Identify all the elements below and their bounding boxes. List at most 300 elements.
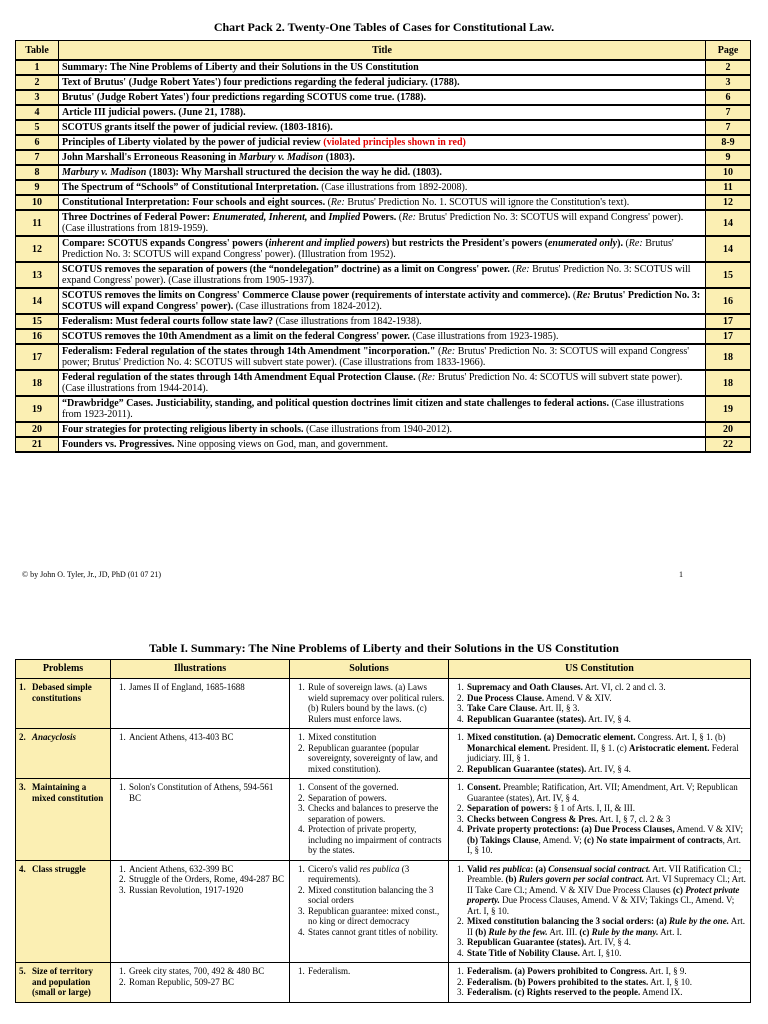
text-run: Article III judicial powers. (June 21, 1788). — [62, 107, 246, 118]
table-number: 3 — [16, 90, 59, 105]
table-page: 14 — [706, 236, 751, 262]
table-title — [59, 210, 706, 236]
constitution-item — [466, 703, 747, 714]
text-run: Art. I, § 9. — [647, 966, 687, 976]
constitution-cell — [449, 729, 751, 779]
text-run: Amend. V & XIV. — [544, 692, 612, 703]
text-run: and — [307, 212, 329, 223]
text-run: (b) — [475, 926, 489, 937]
col-header-page: Page — [706, 41, 751, 61]
table-row — [16, 262, 751, 288]
table-title — [59, 195, 706, 210]
text-run: Re: — [402, 212, 416, 223]
text-run: ) but restricts the President's powers ( — [386, 238, 548, 249]
text-run: Federalism. (c) Rights reserved to the people. — [467, 987, 641, 997]
table-page: 10 — [706, 165, 751, 180]
text-run: res publica — [359, 863, 400, 874]
text-run: (Case illustrations from 1923-1985). — [409, 331, 559, 342]
table-title — [59, 165, 706, 180]
col-header-illustrations: Illustrations — [111, 660, 290, 679]
text-run: Checks and balances to preserve the separation of powers. — [308, 803, 439, 824]
text-run: Republican guarantee: mixed const., no king or direct democracy — [308, 905, 440, 926]
illustration-item — [128, 874, 286, 885]
text-run: Ancient Athens, 632-399 BC — [129, 863, 234, 874]
solution-list — [293, 682, 445, 724]
text-run: ( — [622, 238, 629, 249]
text-run: (b) — [505, 874, 519, 884]
text-run: Private property protections: (a) Due Process Clauses, — [467, 824, 675, 834]
text-run: inherent and implied powers — [268, 238, 387, 249]
text-run: ( — [396, 212, 403, 223]
illustration-item — [128, 682, 286, 693]
constitution-list — [452, 782, 747, 856]
col-header-table: Table — [16, 41, 59, 61]
table-number: 7 — [16, 150, 59, 165]
text-run: (Case illustrations from 1923-2011). — [62, 398, 684, 420]
problem-label — [32, 864, 86, 875]
table-page: 8-9 — [706, 135, 751, 150]
text-run: Take Care Clause. — [467, 703, 538, 713]
table-row — [16, 370, 751, 396]
constitution-list — [452, 682, 747, 724]
text-run: Federal judiciary. III, § 1. — [467, 742, 739, 763]
constitution-item — [466, 864, 747, 917]
constitution-cell — [449, 860, 751, 963]
text-run: Monarchical element. — [467, 742, 551, 753]
table-title — [59, 370, 706, 396]
text-run: Enumerated, Inherent, — [212, 212, 308, 223]
illustration-item — [128, 864, 286, 875]
text-run: (Case illustrations from 1842-1938). — [273, 316, 422, 327]
table-row — [16, 180, 751, 195]
text-run: Re: — [515, 264, 530, 275]
text-run: Text of Brutus' (Judge Robert Yates') four predictions regarding the federal judiciary. (1788). — [62, 77, 460, 88]
text-run: Federalism. (b) Powers prohibited to the states. — [467, 976, 649, 987]
text-run: Three Doctrines of Federal Power: — [62, 212, 213, 223]
text-run: Art. IV, § 4. — [586, 937, 631, 947]
text-run: Class struggle — [32, 863, 86, 874]
text-run: Solon's Constitution of Athens, 594-561 BC — [129, 782, 274, 803]
solution-list — [293, 732, 445, 774]
text-run: Greek city states, 700, 492 & 480 BC — [129, 966, 265, 976]
table-page: 9 — [706, 150, 751, 165]
text-run: Consent of the governed. — [308, 782, 399, 792]
text-run: States cannot grant titles of nobility. — [308, 926, 438, 937]
table-page: 17 — [706, 314, 751, 329]
constitution-item — [466, 948, 747, 959]
table-page: 17 — [706, 329, 751, 344]
text-run: Re: — [628, 238, 643, 249]
text-run: Constitutional Interpretation: Four schools and eight sources. — [62, 197, 326, 208]
illustrations-cell — [111, 963, 290, 1003]
text-run: James II of England, 1685-1688 — [129, 682, 245, 692]
constitution-item — [466, 803, 747, 814]
illustrations-cell — [111, 779, 290, 861]
page-number: 1 — [679, 570, 683, 579]
table-title — [59, 90, 706, 105]
constitution-item — [466, 693, 747, 704]
text-run: Consensual social contract. — [548, 863, 651, 874]
solution-item — [307, 682, 445, 724]
text-run: Maintaining a mixed constitution — [32, 782, 104, 803]
constitution-cell — [449, 963, 751, 1003]
text-run: Re: — [576, 290, 591, 301]
text-run: Mixed constitution balancing the 3 social orders: (a) — [467, 916, 669, 926]
constitution-item — [466, 824, 747, 856]
problem-cell — [16, 729, 111, 779]
text-run: Due Process Clause. — [467, 692, 545, 703]
text-run: Four strategies for protecting religious liberty in schools. — [62, 424, 304, 435]
text-run: (c) No state impairment of contracts — [583, 834, 723, 845]
text-run: Checks between Congress & Pres. — [467, 813, 598, 824]
text-run: ( — [415, 372, 422, 383]
text-run: Art. VI Supremacy Cl.; Art. II Take Care Cl.; Amend. V & XIV Due Process Clauses — [467, 874, 746, 895]
table-row — [16, 105, 751, 120]
table-row — [16, 422, 751, 437]
text-run: Congress. Art. I, § 1. (b) — [635, 732, 726, 742]
text-run: ( — [570, 290, 577, 301]
constitution-item — [466, 977, 747, 988]
constitution-item — [466, 732, 747, 764]
table-number: 13 — [16, 262, 59, 288]
text-run: Art. II, § 3. — [537, 703, 580, 713]
table-page: 14 — [706, 210, 751, 236]
text-run: SCOTUS grants itself the power of judicial review. (1803-1816). — [62, 122, 333, 133]
table-number: 14 — [16, 288, 59, 314]
text-run: Rule by the one. — [669, 916, 729, 926]
text-run: Brutus' Prediction No. 3: SCOTUS will expand Congress' power). (Case illustrations from 1819-1959). — [62, 212, 684, 234]
text-run: Republican guarantee (popular sovereignty, sovereignty of law, and mixed constitution). — [308, 742, 438, 774]
text-run: Federalism. (a) Powers prohibited to Congress. — [467, 966, 648, 976]
table-row — [16, 60, 751, 75]
text-run: (c) — [672, 884, 686, 895]
text-run: Powers. — [360, 212, 397, 223]
text-run: Federalism: Federal regulation of the states through 14th Amendment "incorporation." — [62, 346, 436, 357]
table-number: 20 — [16, 422, 59, 437]
text-run: Art. II — [467, 916, 746, 937]
text-run: Art. I. — [658, 926, 682, 937]
text-run: SCOTUS removes the 10th Amendment as a limit on the federal Congress' power. — [62, 331, 410, 342]
text-run: SCOTUS removes the limits on Congress' Commerce Clause power (requirements of interstate activity and commerce). — [62, 290, 571, 301]
chart-pack-title: Chart Pack 2. Twenty-One Tables of Cases for Constitutional Law. — [213, 20, 555, 34]
text-run: Roman Republic, 509-27 BC — [129, 976, 234, 987]
text-run: Art. IV, § 4. — [586, 763, 631, 774]
table-row — [16, 165, 751, 180]
table-title — [59, 329, 706, 344]
problem-number: 2. — [19, 732, 26, 742]
illustrations-cell — [111, 729, 290, 779]
illustration-item — [128, 885, 286, 896]
text-run: (Case illustrations from 1940-2012). — [303, 424, 453, 435]
text-run: res publica — [489, 863, 531, 874]
table-row — [16, 344, 751, 370]
table-page: 16 — [706, 288, 751, 314]
solutions-cell — [290, 963, 449, 1003]
table-row — [16, 236, 751, 262]
text-run: Preamble; Ratification, Art. VII; Amendment, Art. V; Republican Guarantee (states), Art. IV, § 4. — [467, 782, 738, 803]
table-row — [16, 329, 751, 344]
solution-item — [307, 927, 445, 938]
illustration-item — [128, 966, 286, 977]
table-title — [59, 422, 706, 437]
text-run: Nine opposing views on God, man, and government. — [174, 439, 389, 450]
problem-number: 1. — [19, 682, 26, 692]
table-number: 6 — [16, 135, 59, 150]
text-run: Protect private property. — [467, 884, 740, 905]
table-title — [59, 135, 706, 150]
table-row — [16, 288, 751, 314]
table-number: 19 — [16, 396, 59, 422]
solution-item — [307, 793, 445, 804]
text-run: Separation of powers. — [308, 792, 387, 803]
text-run: Rule by the many. — [591, 926, 659, 937]
constitution-item — [466, 937, 747, 948]
constitution-item — [466, 682, 747, 693]
table-page: 20 — [706, 422, 751, 437]
table-page: 19 — [706, 396, 751, 422]
table-title — [59, 120, 706, 135]
col-header-title: Title — [59, 41, 706, 61]
table-row — [16, 75, 751, 90]
table-title — [59, 180, 706, 195]
copyright-footer: © by John O. Tyler, Jr., JD, PhD (01 07 21) — [22, 570, 162, 579]
text-run: Republican Guarantee (states). — [467, 937, 587, 947]
table-number: 4 — [16, 105, 59, 120]
text-run: ( — [509, 264, 516, 275]
text-run: Ancient Athens, 413-403 BC — [129, 732, 234, 742]
table-page: 7 — [706, 120, 751, 135]
table-row — [16, 396, 751, 422]
table-title — [59, 437, 706, 452]
text-run: (Case illustrations from 1824-2012). — [233, 301, 382, 312]
table-number: 1 — [16, 60, 59, 75]
table-title — [59, 236, 706, 262]
text-run: Art. I, §10. — [579, 947, 622, 958]
table-row — [16, 135, 751, 150]
table-number: 8 — [16, 165, 59, 180]
text-run: Due Process Clauses, Amend. V & XIV; Takings Cl., Amend. V; Art. I, § 10. — [467, 895, 735, 916]
table-number: 11 — [16, 210, 59, 236]
table-row — [16, 210, 751, 236]
solution-list — [293, 966, 445, 977]
table-title — [59, 314, 706, 329]
text-run: Art. III. — [547, 926, 580, 937]
text-run: Brutus' (Judge Robert Yates') four predictions regarding SCOTUS come true. (1788). — [62, 92, 427, 103]
text-run: Aristocratic element. — [629, 742, 710, 753]
table-title — [59, 105, 706, 120]
text-run: Compare: SCOTUS expands Congress' powers ( — [62, 238, 269, 249]
table-number: 17 — [16, 344, 59, 370]
text-run: Marbury v. Madison — [238, 152, 324, 163]
table-page: 7 — [706, 105, 751, 120]
solution-list — [293, 782, 445, 856]
constitution-cell — [449, 679, 751, 729]
contents-table — [15, 40, 751, 453]
text-run: Brutus' Prediction No. 3: SCOTUS will expand Congress' power). (Illustration from 1952). — [62, 238, 674, 260]
problem-number: 3. — [19, 782, 26, 792]
table-number: 9 — [16, 180, 59, 195]
text-run: “Drawbridge” Cases. Justiciability, standing, and political question doctrines limit citizen and state challenges to federal actions. — [62, 398, 609, 409]
table-page: 3 — [706, 75, 751, 90]
text-run: Marbury v. Madison — [62, 167, 147, 178]
text-run: Re: — [421, 372, 436, 383]
text-run: Size of territory and population (small or large) — [32, 966, 93, 997]
illustrations-cell — [111, 679, 290, 729]
text-run: Brutus' Prediction No. 1. SCOTUS will ignore the Constitution's text). — [344, 197, 630, 208]
text-run: (c) — [579, 926, 592, 937]
text-run: President. II, § 1. (c) — [550, 742, 630, 753]
table-row — [16, 963, 751, 1003]
text-run: Art. I, § 10. — [648, 976, 693, 987]
text-run: ( — [435, 346, 442, 357]
illustration-list — [114, 864, 286, 896]
constitution-item — [466, 764, 747, 775]
illustration-list — [114, 966, 286, 987]
constitution-item — [466, 714, 747, 725]
table-title — [59, 75, 706, 90]
solution-item — [307, 803, 445, 824]
table-title — [59, 288, 706, 314]
text-run: Consent. — [467, 782, 501, 792]
text-run: Brutus' Prediction No. 3: SCOTUS will expand Congress' power). (Case illustrations from 1905-1937). — [62, 264, 691, 286]
text-run: Federalism: Must federal courts follow state law? — [62, 316, 274, 327]
table-number: 18 — [16, 370, 59, 396]
summary-table — [15, 659, 751, 1003]
problem-label — [32, 732, 76, 743]
col-header-problems: Problems — [16, 660, 111, 679]
illustration-list — [114, 732, 286, 743]
table-number: 21 — [16, 437, 59, 452]
solution-item — [307, 732, 445, 743]
solutions-cell — [290, 679, 449, 729]
table-number: 15 — [16, 314, 59, 329]
table-title — [59, 344, 706, 370]
illustration-item — [128, 732, 286, 743]
problem-cell — [16, 779, 111, 861]
solution-item — [307, 864, 445, 885]
text-run: Separation of powers: — [467, 803, 552, 813]
text-run: (1803): Why Marshall structured the decision the way he did. (1803). — [146, 167, 442, 178]
table-title — [59, 396, 706, 422]
text-run: Founders vs. Progressives. — [62, 439, 175, 450]
table-page: 12 — [706, 195, 751, 210]
text-run: Valid — [467, 863, 490, 874]
text-run: , Amend. V; — [538, 834, 584, 845]
table-title — [59, 150, 706, 165]
text-run: Art. VII Ratification Cl.; Preamble. — [467, 863, 742, 884]
problem-cell — [16, 963, 111, 1003]
table-row — [16, 679, 751, 729]
table-page: 6 — [706, 90, 751, 105]
problem-number: 4. — [19, 863, 26, 874]
problem-label — [32, 966, 107, 998]
text-run: Amend IX. — [640, 987, 683, 997]
text-run: Mixed constitution — [308, 732, 377, 742]
text-run: Debased simple constitutions — [32, 682, 92, 703]
text-run: (3 requirements). — [308, 863, 410, 884]
text-run: (1803). — [323, 152, 355, 163]
table-row — [16, 195, 751, 210]
table-row — [16, 90, 751, 105]
text-run: SCOTUS removes the separation of powers (the “nondelegation” doctrine) as a limit on Congress' power. — [62, 264, 510, 275]
constitution-item — [466, 916, 747, 937]
table-number: 2 — [16, 75, 59, 90]
text-run: Federal regulation of the states through 14th Amendment Equal Protection Clause. — [62, 372, 416, 383]
table-page: 15 — [706, 262, 751, 288]
text-run: The Spectrum of “Schools” of Constitutional Interpretation. — [62, 182, 319, 193]
table-page: 18 — [706, 344, 751, 370]
text-run: Anacyclosis — [32, 732, 76, 742]
illustration-item — [128, 977, 286, 988]
text-run: Art. IV, § 4. — [586, 713, 631, 724]
text-run: Art. I, § 7, cl. 2 & 3 — [597, 813, 671, 824]
table-number: 12 — [16, 236, 59, 262]
text-run: Republican Guarantee (states). — [467, 713, 587, 724]
text-run: Amend. V & XIV; — [674, 824, 743, 834]
problem-cell — [16, 679, 111, 729]
table-page: 11 — [706, 180, 751, 195]
text-run: Principles of Liberty violated by the power of judicial review — [62, 137, 324, 148]
text-run: Russian Revolution, 1917-1920 — [129, 884, 244, 895]
table-number: 16 — [16, 329, 59, 344]
illustrations-cell — [111, 860, 290, 963]
solution-item — [307, 885, 445, 906]
table-page: 18 — [706, 370, 751, 396]
illustration-list — [114, 782, 286, 803]
constitution-item — [466, 966, 747, 977]
constitution-item — [466, 782, 747, 803]
text-run: Federalism. — [308, 966, 351, 976]
text-run: Implied — [328, 212, 361, 223]
text-run: § 1 of Arts. I, II, & III. — [551, 803, 635, 813]
table-number: 5 — [16, 120, 59, 135]
text-run: ( — [325, 197, 331, 208]
solution-item — [307, 782, 445, 793]
solution-list — [293, 864, 445, 938]
text-run: Cicero's valid — [308, 863, 360, 874]
constitution-item — [466, 987, 747, 998]
table-row — [16, 437, 751, 452]
problem-cell — [16, 860, 111, 963]
solution-item — [307, 966, 445, 977]
table-row — [16, 150, 751, 165]
text-run: Brutus' Prediction No. 3: SCOTUS will expand Congress' power). — [62, 290, 701, 312]
text-run: Brutus' Prediction No. 4: SCOTUS will subvert state power). (Case illustrations from 1944-2014). — [62, 372, 683, 394]
text-run: State Title of Nobility Clause. — [467, 947, 580, 958]
text-run: Republican Guarantee (states). — [467, 763, 587, 774]
text-run: Rule of sovereign laws. (a) Laws wield supremacy over political rulers. (b) Rulers bound by the laws. (c) Rulers must enforce laws. — [308, 682, 445, 724]
problem-number: 5. — [19, 966, 26, 976]
solution-item — [307, 906, 445, 927]
summary-table-title: Table I. Summary: The Nine Problems of Liberty and their Solutions in the US Constitution — [149, 641, 619, 655]
text-run: Re: — [441, 346, 456, 357]
col-header-solutions: Solutions — [290, 660, 449, 679]
text-run: Re: — [330, 197, 345, 208]
table-page: 2 — [706, 60, 751, 75]
problem-label — [32, 682, 107, 703]
table-row — [16, 860, 751, 963]
text-run: Supremacy and Oath Clauses. — [467, 682, 583, 692]
constitution-item — [466, 814, 747, 825]
table-row — [16, 314, 751, 329]
solutions-cell — [290, 779, 449, 861]
table-title — [59, 262, 706, 288]
solution-item — [307, 824, 445, 856]
text-run: Mixed constitution balancing the 3 social orders — [308, 884, 434, 905]
text-run: ). — [617, 238, 623, 249]
text-run: Struggle of the Orders, Rome, 494-287 BC — [129, 874, 284, 884]
text-run: John Marshall's Erroneous Reasoning in — [62, 152, 239, 163]
